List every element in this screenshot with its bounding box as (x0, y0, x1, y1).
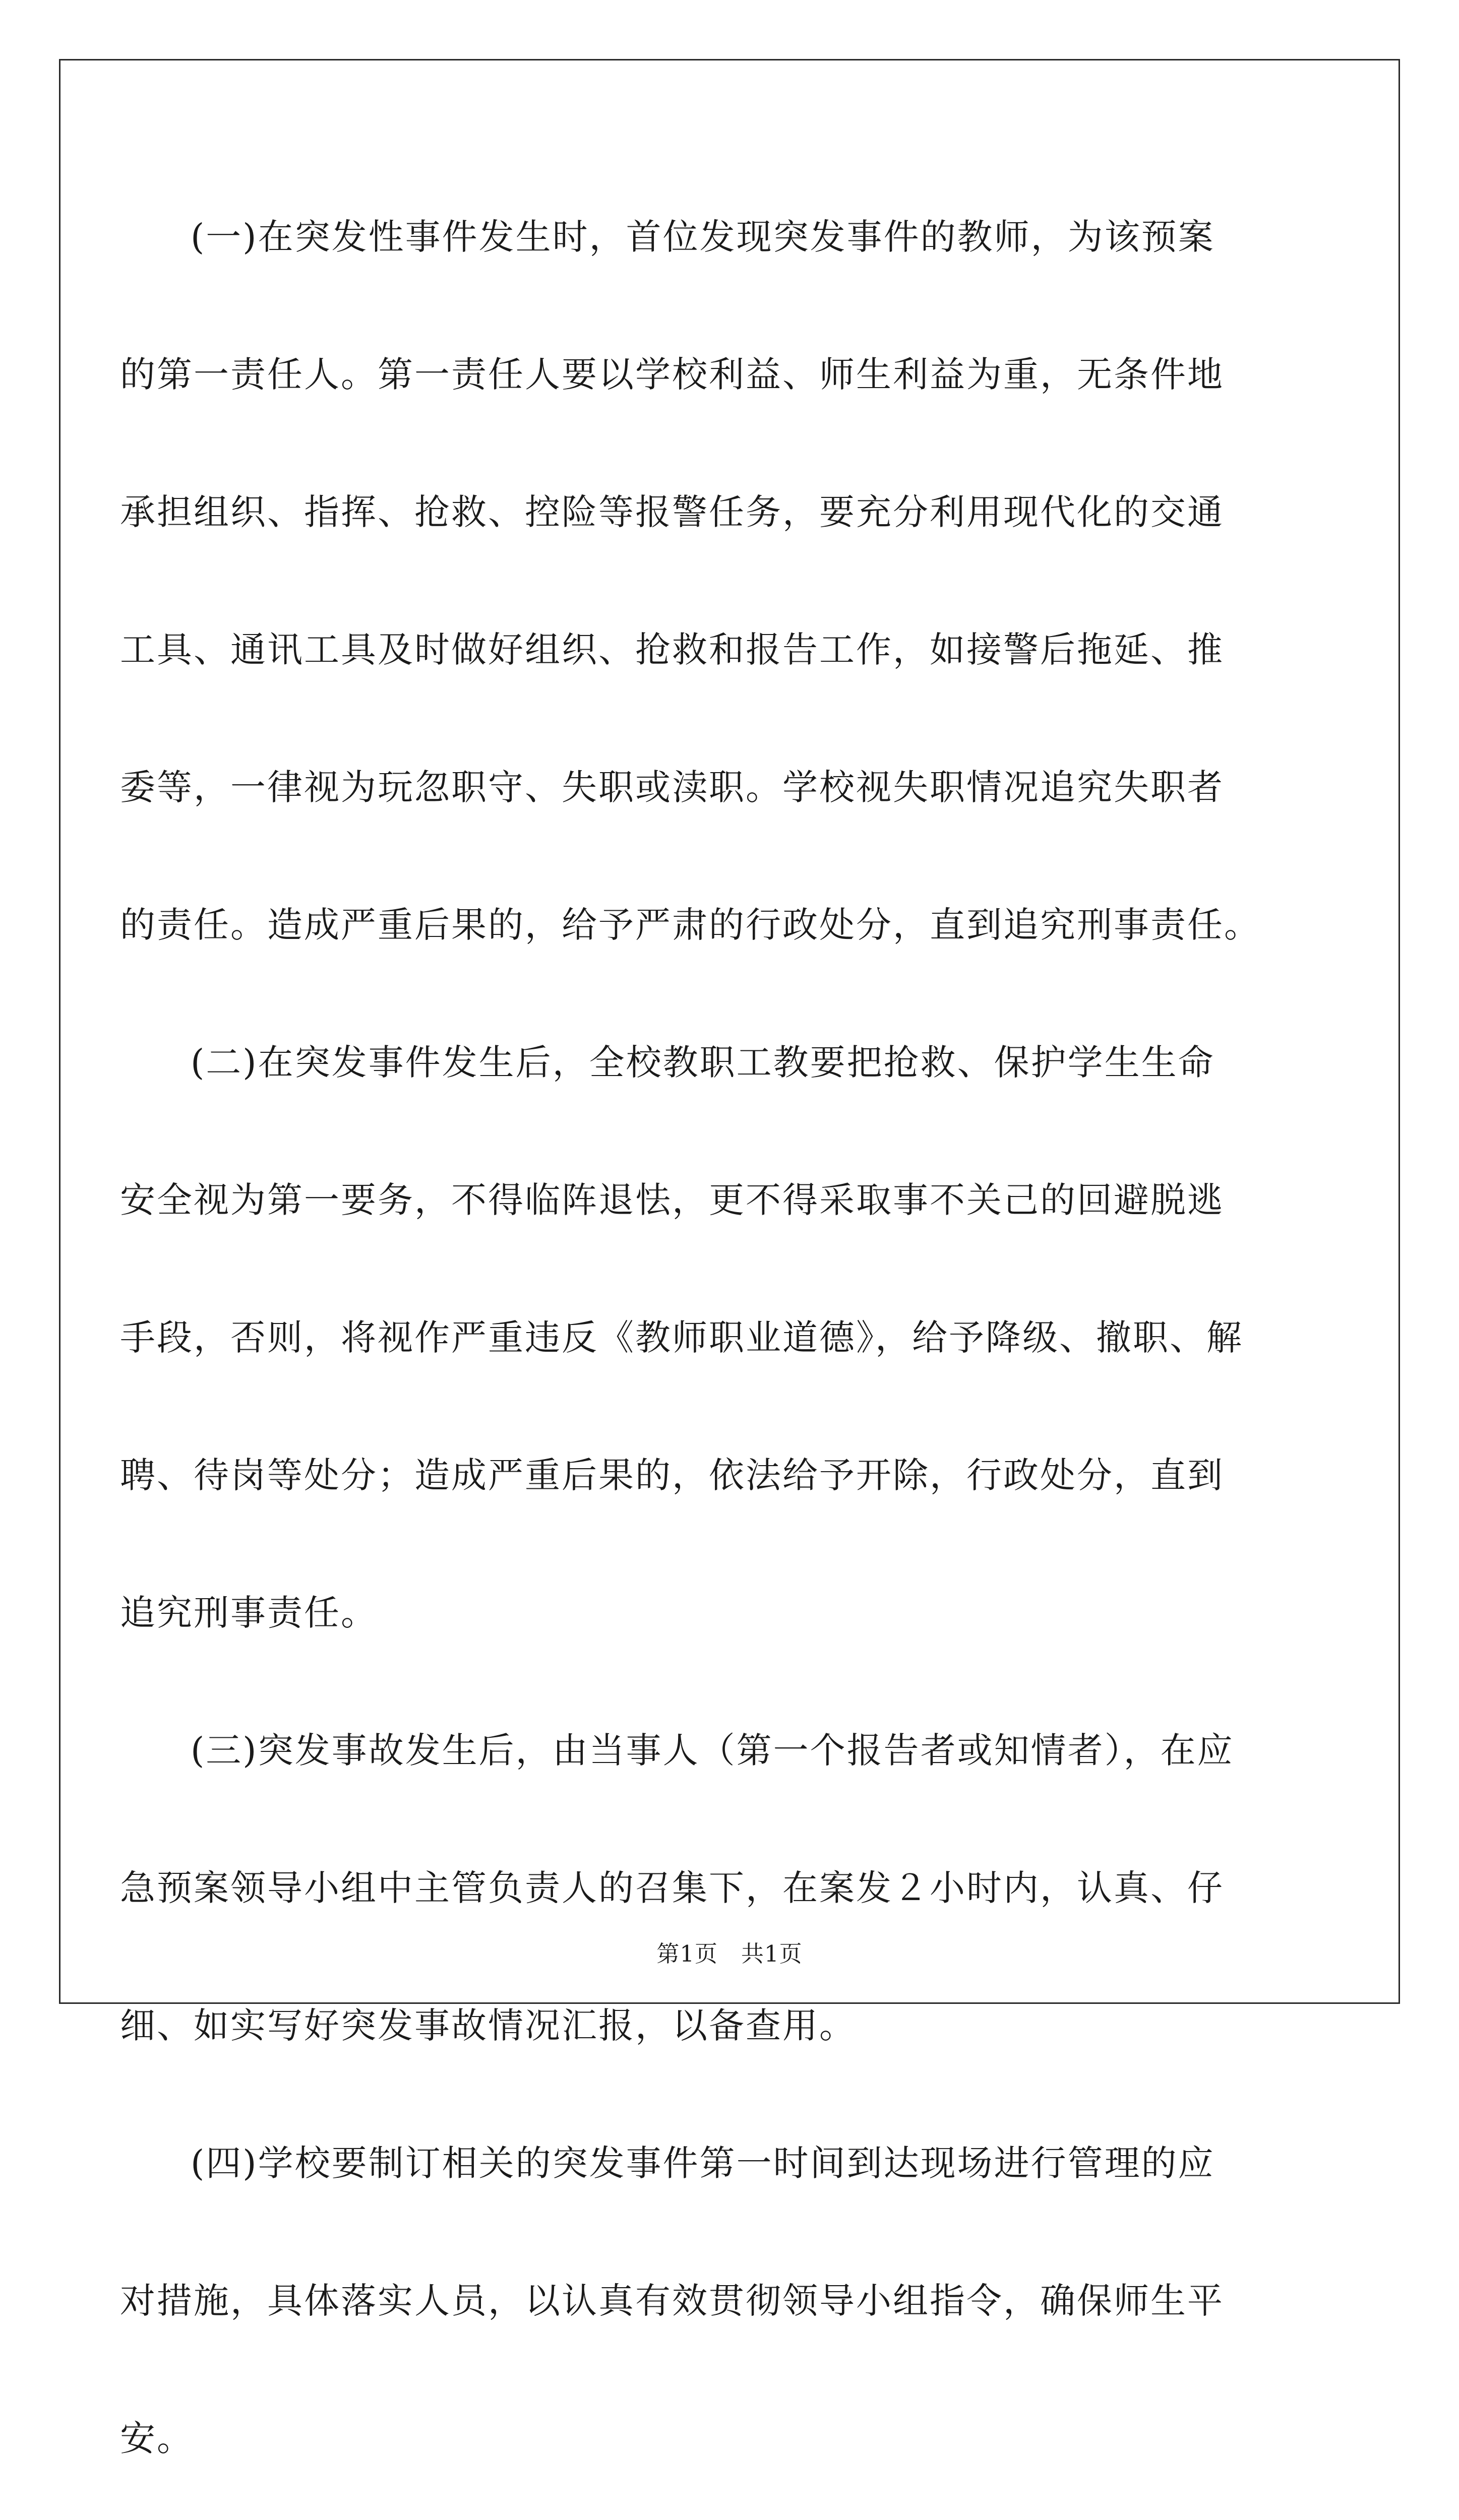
paragraph-3-line-2: 急预案领导小组中主管负责人的召集下，在案发２小时内，认真、仔 (120, 1867, 1224, 1909)
paragraph-2-line-3: 手段，否则，将视作严重违反《教师职业道德》，给予降级、撤职、解 (120, 1317, 1243, 1358)
paragraph-1-line-1: (一)在突发性事件发生时，首位发现突发事件的教师，为该预案 (191, 216, 1215, 258)
paragraph-4-line-1: (四)学校要制订相关的突发事件第一时间到达现场进行管理的应 (191, 2143, 1215, 2184)
page-number-footer: 第1页 共1页 (656, 1940, 803, 1967)
paragraph-1-line-6: 的责任。造成严重后果的，给予严肃的行政处分，直到追究刑事责任。 (120, 904, 1261, 946)
document-body (120, 181, 1285, 2520)
paragraph-4-line-2: 对措施，具体落实人员，以认真有效贯彻领导小组指令，确保师生平 (120, 2280, 1224, 2321)
paragraph-2-line-1: (二)在突发事件发生后，全校教职工教要把抢救、保护学生生命 (191, 1042, 1215, 1083)
paragraph-1-line-4: 工具、通讯工具及时做好组织、抢救和报告工作，如接警后拖延、推 (120, 629, 1224, 670)
paragraph-4-line-3: 安。 (120, 2418, 194, 2459)
paragraph-1-line-2: 的第一责任人。第一责任人要以学校利益、师生利益为重，无条件地 (120, 354, 1224, 395)
paragraph-2-line-5: 追究刑事责任。 (120, 1592, 378, 1633)
paragraph-3-line-3: 细、如实写好突发事故情况汇报，以备查用。 (120, 2005, 856, 2046)
paragraph-2-line-4: 聘、待岗等处分；造成严重后果的，依法给予开除，行政处分，直到 (120, 1455, 1224, 1496)
paragraph-1-line-5: 委等，一律视为玩忽职守、失职或渎职。学校视失职情况追究失职者 (120, 767, 1224, 808)
paragraph-3-line-1: (三)突发事故发生后，由当事人（第一个报告者或知情者），在应 (191, 1730, 1234, 1771)
paragraph-1-line-3: 承担组织、指挥、抢救、控险等报警任务，要充分利用现代化的交通 (120, 491, 1224, 533)
paragraph-2-line-2: 安全视为第一要务，不得临阵退怯，更不得采取事不关己的回避脱逃 (120, 1179, 1224, 1221)
